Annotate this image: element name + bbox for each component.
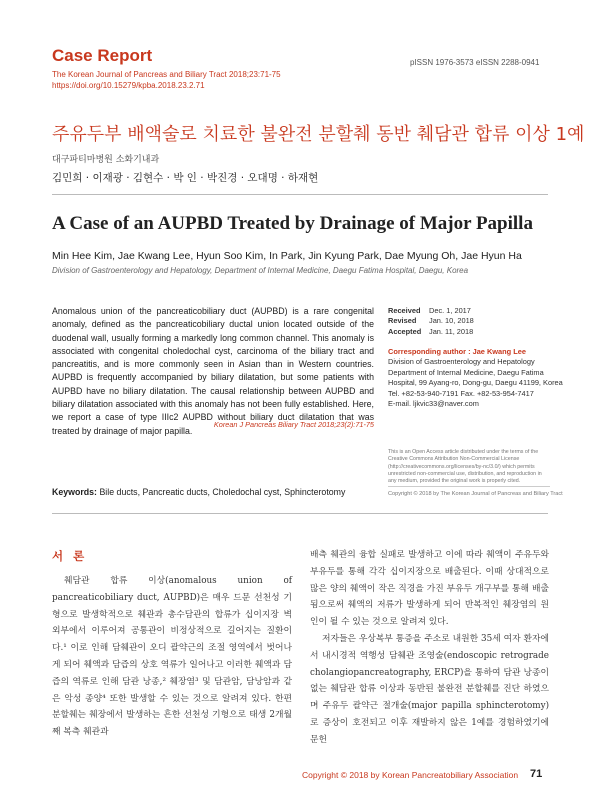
divider [52, 513, 548, 514]
title-korean: 주유두부 배액술로 치료한 불완전 분할췌 동반 췌담관 합류 이상 1예 [52, 124, 585, 145]
body-paragraph: 췌담관 합류 이상(anomalous union of pancreaticobiliary duct, AUPBD)은 매우 드문 선천성 기형으로 발생학적으로 췌관과 총수담관의 합류가 십이지장 벽 외부에서 이루어져 공통관이 비정상적으로 길어지는 질환이다.¹ 이로 인해 담췌관이 오디 괄약근의 조절 영역에서 벗어나게 되어 췌액과 담즙의 상호 역류가 일어나고 이러한 췌액과 담즙의 역류로 인해 담관 낭종,² 췌장염³ 및 담관암, 담낭암과 같은 악성 종양⁴ 또한 발생할 수 있는 것으로 알려져 있다. 한편 분할췌는 췌장에서 발생하는 흔한 선천성 기형으로 태생 2개월째 복측 췌관과 [52, 576, 292, 738]
date-value: Jan. 10, 2018 [429, 316, 474, 326]
authors-english: Min Hee Kim, Jae Kwang Lee, Hyun Soo Kim, In Park, Jin Kyung Park, Dae Myung Oh, Jae Hyun Ha [52, 250, 522, 262]
doi-link[interactable]: https://doi.org/10.15279/kpba.2018.23.2.71 [52, 81, 205, 90]
body-column-right [310, 547, 549, 749]
article-sidebar [388, 306, 563, 410]
date-value: Dec. 1, 2017 [429, 306, 471, 315]
abstract: Anomalous union of the pancreaticobiliary duct (AUPBD) is a rare congenital anomaly, defined as the pancreaticobiliary ductal union located outside of the duodenal wall, usually forming a markedly long common channel. This anomaly is associated with congenital choledochal cyst, carcinoma of the biliary tract and pancreatitis, and is more commonly seen in Asian than in Western countries. AUPBD is frequently accompanied by biliary dilatation, but some patients with AUPBD have no biliary dilatation. The causal relationship between AUPBD and biliary dilatation associated with this anomaly has not been fully established. Here, we report a case of type IIIc2 AUPBD without biliary duct dilatation that was treated by drainage of major papilla. [52, 306, 374, 436]
corresponding-author [388, 346, 563, 410]
footer-copyright: Copyright © 2018 by Korean Pancreatobiliary Association [302, 770, 519, 780]
body-paragraph: 배측 췌관의 융합 실패로 발생하고 이에 따라 췌액이 주유두와 부유두를 통해 각각 십이지장으로 배출된다. 이때 상대적으로 많은 양의 췌액이 작은 직경을 가진 부유두 개구부를 통해 배출됨으로써 췌액의 저류가 발생하게 되어 반복적인 췌장염의 원인이 될 수 있는 것으로 알려져 있다. [310, 550, 549, 628]
date-accepted [388, 327, 553, 337]
affiliation-korean: 대구파티마병원 소화기내과 [52, 155, 160, 165]
abstract-citation: Korean J Pancreas Biliary Tract 2018;23(2):71-75 [213, 420, 374, 429]
section-label: Case Report [52, 46, 153, 65]
date-value: Jan. 11, 2018 [429, 326, 474, 336]
corresponding-line: Hospital, 99 Ayang-ro, Dong-gu, Daegu 41199, Korea [388, 378, 563, 388]
corresponding-line: Division of Gastroenterology and Hepatology [388, 357, 535, 367]
keywords [52, 487, 345, 497]
date-label: Revised [388, 316, 417, 326]
article-dates [388, 306, 553, 337]
date-label: Accepted [388, 326, 422, 336]
date-label: Received [388, 306, 421, 315]
keywords-label: Keywords: [52, 487, 97, 497]
divider [388, 486, 550, 487]
authors-korean: 김민희 · 이재광 · 김현수 · 박 인 · 박진경 · 오대명 · 하재현 [52, 172, 319, 184]
issn-info: pISSN 1976-3573 eISSN 2288-0941 [410, 58, 540, 67]
page-number: 71 [530, 768, 543, 780]
corresponding-line: Tel. +82-53-940-7191 Fax. +82-53-954-7417 [388, 388, 534, 398]
title-english: A Case of an AUPBD Treated by Drainage of Major Papilla [52, 213, 533, 234]
affiliation-english: Division of Gastroenterology and Hepatology, Department of Internal Medicine, Daegu Fatima Hospital, Daegu, Korea [52, 266, 469, 275]
body-paragraph: 저자들은 우상복부 통증을 주소로 내원한 35세 여자 환자에서 내시경적 역행성 담췌관 조영술(endoscopic retrograde cholangiopancreatography, ERCP)을 통하여 담관 낭종이 없는 췌담관 합류 이상과 동반된 불완전 분할췌를 진단 하였으며 주유두 괄약근 절개술(major papilla sphincterotomy)로 증상이 호전되고 이후 재발하지 않은 1예를 경험하였기에 문헌 [310, 633, 549, 745]
date-revised [388, 316, 553, 326]
body-column-left [52, 573, 292, 741]
section-heading-introduction: 서 론 [52, 549, 88, 563]
corresponding-email[interactable]: E-mail. ljkvic33@naver.com [388, 399, 479, 409]
date-received [388, 306, 553, 316]
divider [52, 194, 548, 195]
corresponding-line: Department of Internal Medicine, Daegu Fatima [388, 367, 544, 377]
keywords-text: Bile ducts, Pancreatic ducts, Choledochal cyst, Sphincterotomy [99, 487, 346, 497]
journal-citation: The Korean Journal of Pancreas and Biliary Tract 2018;23:71-75 [52, 70, 281, 79]
journal-copyright: Copyright © 2018 by The Korean Journal of Pancreas and Biliary Tract [388, 491, 563, 497]
corresponding-author-label: Corresponding author : Jae Kwang Lee [388, 346, 526, 356]
license-notice: This is an Open Access article distributed under the terms of the Creative Commons Attribution Non-Commercial License (http://creativecommons.org/licenses/by-nc/3.0/) which permits unrestricted non-commercial use, distribution, and reproduction in any medium, provided the original work is properly cited. [388, 449, 542, 485]
